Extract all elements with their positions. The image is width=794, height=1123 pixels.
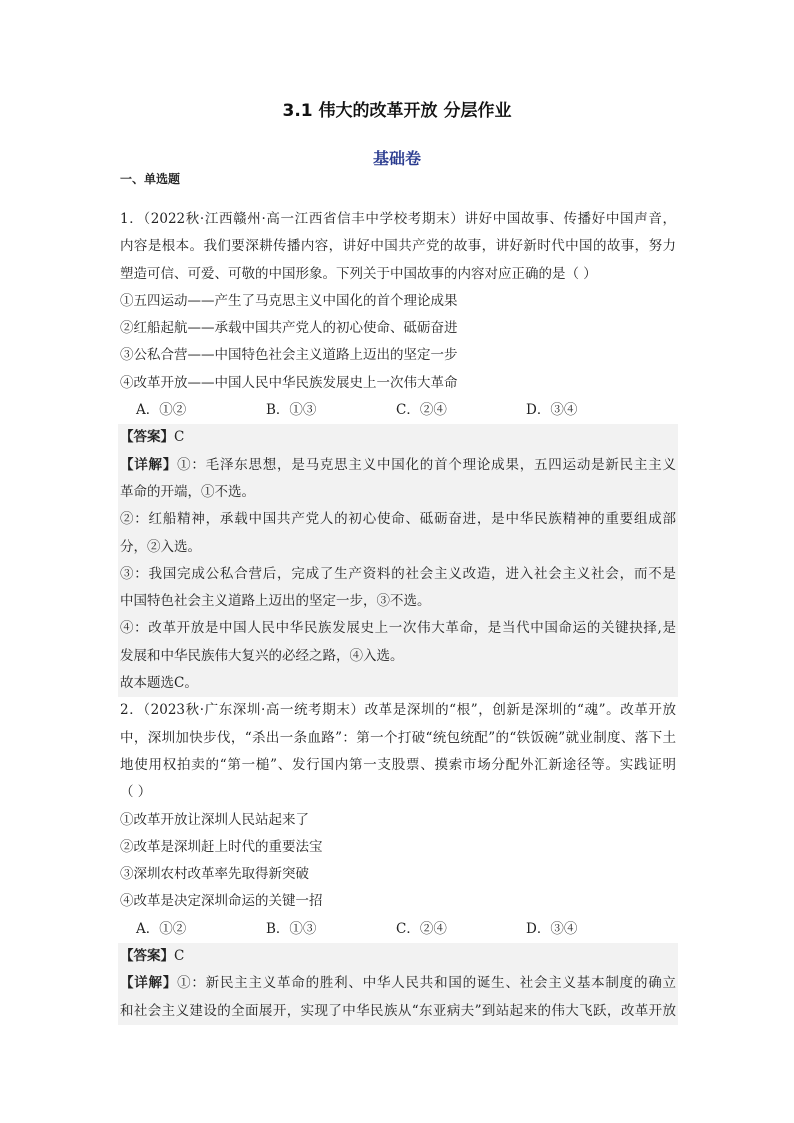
answer-line — [120, 943, 676, 970]
question-stem-line: 2．（2023秋·广东深圳·高一统考期末）改革是深圳的“根”，创新是深圳的“魂”。改革开放 — [120, 702, 676, 719]
detail-line: 分，②入选。 — [120, 538, 201, 555]
detail-line: ③：我国完成公私合营后，完成了生产资料的社会主义改造，进入社会主义社会，而不是 — [120, 565, 676, 582]
answer-value: C — [174, 429, 185, 446]
option-a: A．①② — [136, 920, 187, 937]
option-d: D．③④ — [526, 402, 578, 419]
detail-line: 发展和中华民族伟大复兴的必经之路，④入选。 — [120, 647, 404, 664]
detail-line: 【详解】①：新民主主义革命的胜利、中华人民共和国的诞生、社会主义基本制度的确立 — [120, 975, 676, 992]
detail-line: 中国特色社会主义道路上迈出的坚定一步，③不选。 — [120, 593, 431, 610]
detail-label: 【详解】 — [120, 456, 178, 473]
question-stem-line: （ ） — [120, 784, 152, 801]
option-c: C．②④ — [396, 920, 447, 937]
question-2 — [120, 697, 676, 1025]
option-a: A．①② — [136, 402, 187, 419]
page-subtitle: 基础卷 — [372, 149, 421, 168]
statement-item: ③公私合营——中国特色社会主义道路上迈出的坚定一步 — [120, 347, 458, 364]
answer-label: 【答案】 — [120, 948, 174, 965]
statement-item: ④改革是决定深圳命运的关键一招 — [120, 893, 323, 910]
answer-label: 【答案】 — [120, 429, 174, 446]
statement-item: ①五四运动——产生了马克思主义中国化的首个理论成果 — [120, 292, 458, 309]
answer-explanation-block — [118, 424, 678, 697]
detail-line: 和社会主义建设的全面展开，实现了中华民族从“东亚病夫”到站起来的伟大飞跃，改革开放 — [120, 1002, 676, 1019]
question-stem-line: 中，深圳加快步伐，“杀出一条血路”：第一个打破“统包统配”的“铁饭碗”就业制度、落下土 — [120, 729, 676, 746]
question-stem-line: 塑造可信、可爱、可敬的中国形象。下列关于中国故事的内容对应正确的是（ ） — [120, 265, 597, 282]
detail-line: 故本题选C。 — [120, 675, 198, 692]
statement-item: ②红船起航——承载中国共产党人的初心使命、砥砺奋进 — [120, 320, 458, 337]
detail-line: 革命的开端，①不选。 — [120, 483, 255, 500]
page-title: 3.1 伟大的改革开放 分层作业 — [282, 101, 512, 121]
detail-label: 【详解】 — [120, 975, 178, 992]
answer-explanation-block — [118, 943, 678, 1025]
statement-item: ④改革开放——中国人民中华民族发展史上一次伟大革命 — [120, 374, 458, 391]
answer-line — [120, 424, 676, 451]
section-heading: 一、单选题 — [120, 172, 181, 186]
statement-item: ②改革是深圳赶上时代的重要法宝 — [120, 838, 323, 855]
detail-line: 【详解】①：毛泽东思想，是马克思主义中国化的首个理论成果，五四运动是新民主主义 — [120, 456, 676, 473]
option-b: B．①③ — [266, 402, 317, 419]
statement-item: ①改革开放让深圳人民站起来了 — [120, 811, 309, 828]
answer-value: C — [174, 948, 185, 965]
question-stem-line: 内容是根本。我们要深耕传播内容，讲好中国共产党的故事，讲好新时代中国的故事，努力 — [120, 238, 676, 255]
question-stem-line: 1．（2022秋·江西赣州·高一江西省信丰中学校考期末）讲好中国故事、传播好中国声音， — [120, 211, 676, 227]
answer-options — [120, 397, 676, 424]
question-1 — [120, 206, 676, 697]
option-b: B．①③ — [266, 920, 317, 937]
question-list — [120, 206, 676, 1025]
detail-line: ④：改革开放是中国人民中华民族发展史上一次伟大革命，是当代中国命运的关键抉择,是 — [120, 620, 676, 637]
statement-item: ③深圳农村改革率先取得新突破 — [120, 866, 309, 883]
option-d: D．③④ — [526, 920, 578, 937]
answer-options — [120, 916, 676, 943]
question-stem-line: 地使用权拍卖的“第一槌”、发行国内第一支股票、摸索市场分配外汇新途径等。实践证明 — [120, 756, 676, 773]
option-c: C．②④ — [396, 402, 447, 419]
detail-line: ②：红船精神，承载中国共产党人的初心使命、砥砺奋进，是中华民族精神的重要组成部 — [120, 511, 676, 528]
